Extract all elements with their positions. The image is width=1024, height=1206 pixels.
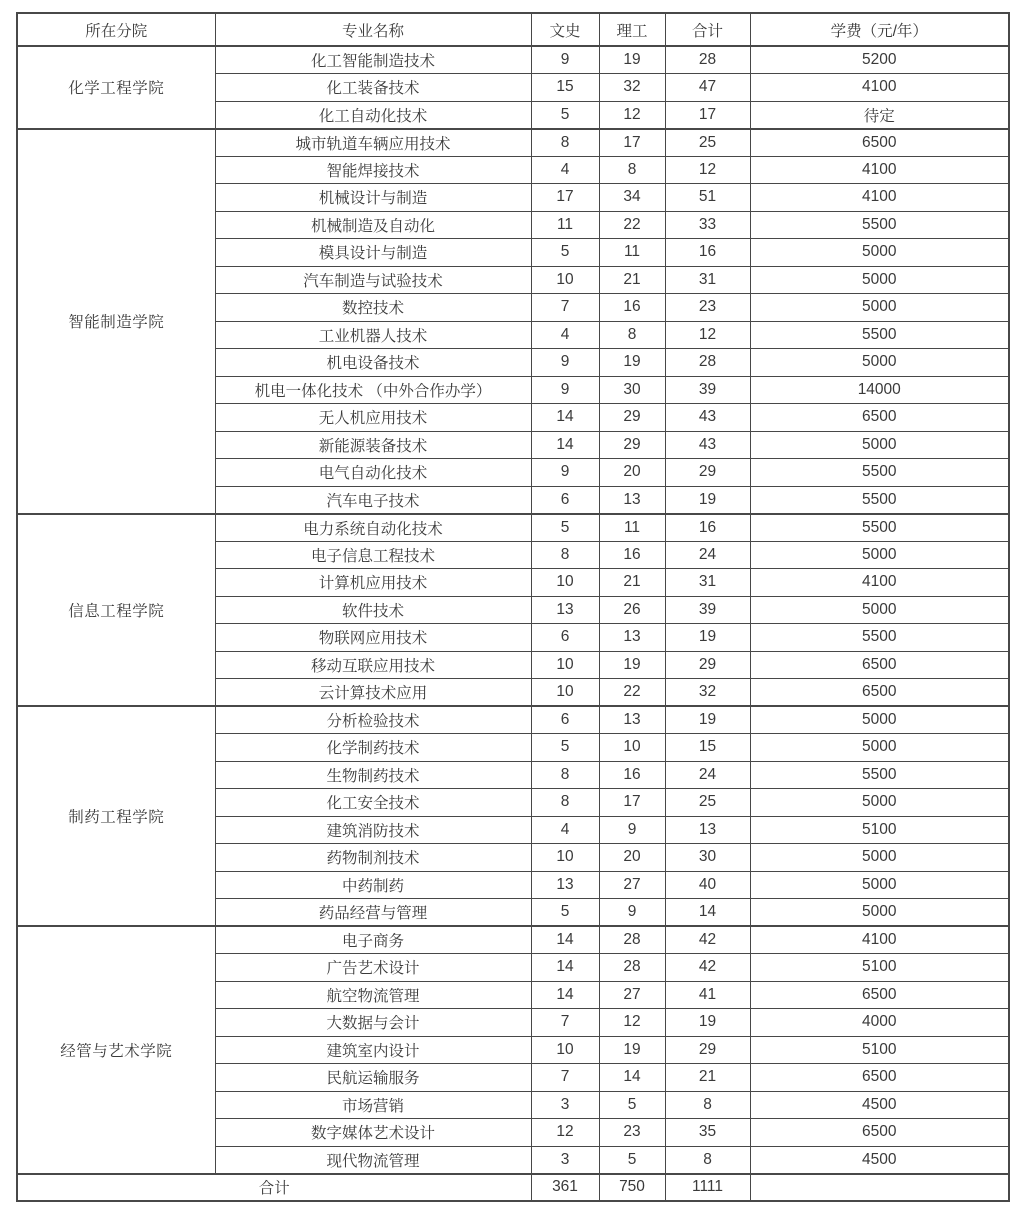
total-count-cell: 40 bbox=[665, 871, 750, 899]
total-count-cell: 19 bbox=[665, 486, 750, 514]
arts-count-cell: 14 bbox=[531, 404, 599, 432]
table-header bbox=[17, 13, 1009, 46]
enrollment-plan-table-wrap bbox=[16, 12, 1010, 1202]
major-cell: 机电一体化技术 （中外合作办学） bbox=[215, 376, 531, 404]
science-count-cell: 26 bbox=[599, 596, 665, 624]
science-count-cell: 17 bbox=[599, 789, 665, 817]
major-cell: 电气自动化技术 bbox=[215, 459, 531, 487]
total-count-cell: 28 bbox=[665, 46, 750, 74]
fee-cell: 6500 bbox=[750, 981, 1009, 1009]
fee-cell: 6500 bbox=[750, 651, 1009, 679]
total-count-cell: 14 bbox=[665, 899, 750, 927]
major-cell: 云计算技术应用 bbox=[215, 679, 531, 707]
college-cell: 经管与艺术学院 bbox=[17, 926, 215, 1174]
total-count-cell: 42 bbox=[665, 954, 750, 982]
fee-cell: 5500 bbox=[750, 761, 1009, 789]
header-arts: 文史 bbox=[531, 13, 599, 46]
fee-cell: 5000 bbox=[750, 294, 1009, 322]
major-cell: 药品经营与管理 bbox=[215, 899, 531, 927]
total-count-cell: 39 bbox=[665, 376, 750, 404]
total-count-cell: 29 bbox=[665, 1036, 750, 1064]
science-count-cell: 20 bbox=[599, 844, 665, 872]
major-cell: 移动互联应用技术 bbox=[215, 651, 531, 679]
header-major: 专业名称 bbox=[215, 13, 531, 46]
fee-cell: 5000 bbox=[750, 706, 1009, 734]
science-count-cell: 9 bbox=[599, 899, 665, 927]
science-count-cell: 19 bbox=[599, 1036, 665, 1064]
major-cell: 电力系统自动化技术 bbox=[215, 514, 531, 542]
total-row bbox=[17, 1174, 1009, 1202]
arts-count-cell: 4 bbox=[531, 816, 599, 844]
major-cell: 化工自动化技术 bbox=[215, 101, 531, 129]
total-count-cell: 19 bbox=[665, 624, 750, 652]
major-cell: 机械制造及自动化 bbox=[215, 211, 531, 239]
science-count-cell: 5 bbox=[599, 1146, 665, 1174]
total-count-cell: 43 bbox=[665, 404, 750, 432]
total-count-cell: 23 bbox=[665, 294, 750, 322]
fee-cell: 待定 bbox=[750, 101, 1009, 129]
science-count-cell: 9 bbox=[599, 816, 665, 844]
total-label-cell: 合计 bbox=[17, 1174, 531, 1202]
fee-cell: 5000 bbox=[750, 899, 1009, 927]
arts-count-cell: 5 bbox=[531, 239, 599, 267]
fee-cell: 5100 bbox=[750, 954, 1009, 982]
fee-cell: 5000 bbox=[750, 734, 1009, 762]
table-row bbox=[17, 514, 1009, 542]
table-row bbox=[17, 706, 1009, 734]
science-count-cell: 23 bbox=[599, 1119, 665, 1147]
table-footer bbox=[17, 1174, 1009, 1202]
major-cell: 软件技术 bbox=[215, 596, 531, 624]
science-count-cell: 28 bbox=[599, 926, 665, 954]
total-science-cell: 750 bbox=[599, 1174, 665, 1202]
fee-cell: 5000 bbox=[750, 239, 1009, 267]
arts-count-cell: 8 bbox=[531, 541, 599, 569]
total-count-cell: 24 bbox=[665, 761, 750, 789]
major-cell: 分析检验技术 bbox=[215, 706, 531, 734]
science-count-cell: 5 bbox=[599, 1091, 665, 1119]
total-count-cell: 1111 bbox=[665, 1174, 750, 1202]
science-count-cell: 29 bbox=[599, 404, 665, 432]
total-count-cell: 19 bbox=[665, 706, 750, 734]
total-arts-cell: 361 bbox=[531, 1174, 599, 1202]
total-count-cell: 35 bbox=[665, 1119, 750, 1147]
science-count-cell: 12 bbox=[599, 101, 665, 129]
major-cell: 机电设备技术 bbox=[215, 349, 531, 377]
science-count-cell: 19 bbox=[599, 651, 665, 679]
college-cell: 化学工程学院 bbox=[17, 46, 215, 129]
arts-count-cell: 9 bbox=[531, 376, 599, 404]
major-cell: 汽车电子技术 bbox=[215, 486, 531, 514]
fee-cell: 4100 bbox=[750, 74, 1009, 102]
science-count-cell: 13 bbox=[599, 624, 665, 652]
total-count-cell: 13 bbox=[665, 816, 750, 844]
fee-cell: 5200 bbox=[750, 46, 1009, 74]
fee-cell: 6500 bbox=[750, 679, 1009, 707]
fee-cell: 4100 bbox=[750, 184, 1009, 212]
college-cell: 信息工程学院 bbox=[17, 514, 215, 707]
fee-cell: 5500 bbox=[750, 459, 1009, 487]
fee-cell: 5000 bbox=[750, 789, 1009, 817]
major-cell: 化学制药技术 bbox=[215, 734, 531, 762]
arts-count-cell: 14 bbox=[531, 431, 599, 459]
arts-count-cell: 17 bbox=[531, 184, 599, 212]
fee-cell: 5000 bbox=[750, 349, 1009, 377]
major-cell: 广告艺术设计 bbox=[215, 954, 531, 982]
arts-count-cell: 8 bbox=[531, 129, 599, 157]
total-count-cell: 16 bbox=[665, 239, 750, 267]
major-cell: 化工装备技术 bbox=[215, 74, 531, 102]
fee-cell: 5500 bbox=[750, 211, 1009, 239]
science-count-cell: 22 bbox=[599, 211, 665, 239]
arts-count-cell: 5 bbox=[531, 101, 599, 129]
science-count-cell: 17 bbox=[599, 129, 665, 157]
major-cell: 市场营销 bbox=[215, 1091, 531, 1119]
fee-cell: 14000 bbox=[750, 376, 1009, 404]
major-cell: 生物制药技术 bbox=[215, 761, 531, 789]
fee-cell: 5000 bbox=[750, 596, 1009, 624]
science-count-cell: 8 bbox=[599, 321, 665, 349]
science-count-cell: 14 bbox=[599, 1064, 665, 1092]
total-count-cell: 19 bbox=[665, 1009, 750, 1037]
arts-count-cell: 9 bbox=[531, 349, 599, 377]
table-row bbox=[17, 926, 1009, 954]
total-count-cell: 51 bbox=[665, 184, 750, 212]
arts-count-cell: 11 bbox=[531, 211, 599, 239]
enrollment-plan-table bbox=[16, 12, 1010, 1202]
science-count-cell: 10 bbox=[599, 734, 665, 762]
science-count-cell: 27 bbox=[599, 871, 665, 899]
science-count-cell: 29 bbox=[599, 431, 665, 459]
total-count-cell: 47 bbox=[665, 74, 750, 102]
total-count-cell: 42 bbox=[665, 926, 750, 954]
science-count-cell: 16 bbox=[599, 541, 665, 569]
arts-count-cell: 3 bbox=[531, 1091, 599, 1119]
total-count-cell: 31 bbox=[665, 266, 750, 294]
science-count-cell: 12 bbox=[599, 1009, 665, 1037]
science-count-cell: 20 bbox=[599, 459, 665, 487]
arts-count-cell: 6 bbox=[531, 624, 599, 652]
fee-cell: 4500 bbox=[750, 1091, 1009, 1119]
fee-cell: 4100 bbox=[750, 569, 1009, 597]
science-count-cell: 28 bbox=[599, 954, 665, 982]
fee-cell: 5500 bbox=[750, 624, 1009, 652]
major-cell: 智能焊接技术 bbox=[215, 156, 531, 184]
fee-cell: 5500 bbox=[750, 486, 1009, 514]
major-cell: 数控技术 bbox=[215, 294, 531, 322]
college-cell: 智能制造学院 bbox=[17, 129, 215, 514]
fee-cell: 6500 bbox=[750, 129, 1009, 157]
major-cell: 汽车制造与试验技术 bbox=[215, 266, 531, 294]
total-count-cell: 12 bbox=[665, 156, 750, 184]
fee-cell: 5100 bbox=[750, 816, 1009, 844]
fee-cell: 5000 bbox=[750, 431, 1009, 459]
science-count-cell: 30 bbox=[599, 376, 665, 404]
total-fee-cell bbox=[750, 1174, 1009, 1202]
total-count-cell: 43 bbox=[665, 431, 750, 459]
total-count-cell: 30 bbox=[665, 844, 750, 872]
arts-count-cell: 10 bbox=[531, 679, 599, 707]
total-count-cell: 17 bbox=[665, 101, 750, 129]
arts-count-cell: 14 bbox=[531, 954, 599, 982]
total-count-cell: 21 bbox=[665, 1064, 750, 1092]
total-count-cell: 41 bbox=[665, 981, 750, 1009]
arts-count-cell: 12 bbox=[531, 1119, 599, 1147]
header-fee: 学费（元/年） bbox=[750, 13, 1009, 46]
science-count-cell: 19 bbox=[599, 349, 665, 377]
major-cell: 现代物流管理 bbox=[215, 1146, 531, 1174]
header-science: 理工 bbox=[599, 13, 665, 46]
total-count-cell: 28 bbox=[665, 349, 750, 377]
major-cell: 化工智能制造技术 bbox=[215, 46, 531, 74]
major-cell: 物联网应用技术 bbox=[215, 624, 531, 652]
total-count-cell: 25 bbox=[665, 129, 750, 157]
arts-count-cell: 7 bbox=[531, 294, 599, 322]
science-count-cell: 11 bbox=[599, 239, 665, 267]
header-total: 合计 bbox=[665, 13, 750, 46]
science-count-cell: 16 bbox=[599, 761, 665, 789]
major-cell: 药物制剂技术 bbox=[215, 844, 531, 872]
header-row bbox=[17, 13, 1009, 46]
major-cell: 数字媒体艺术设计 bbox=[215, 1119, 531, 1147]
major-cell: 无人机应用技术 bbox=[215, 404, 531, 432]
header-college: 所在分院 bbox=[17, 13, 215, 46]
total-count-cell: 32 bbox=[665, 679, 750, 707]
total-count-cell: 29 bbox=[665, 459, 750, 487]
arts-count-cell: 5 bbox=[531, 899, 599, 927]
science-count-cell: 11 bbox=[599, 514, 665, 542]
arts-count-cell: 6 bbox=[531, 486, 599, 514]
table-row bbox=[17, 129, 1009, 157]
fee-cell: 5500 bbox=[750, 514, 1009, 542]
arts-count-cell: 6 bbox=[531, 706, 599, 734]
arts-count-cell: 14 bbox=[531, 926, 599, 954]
major-cell: 民航运输服务 bbox=[215, 1064, 531, 1092]
total-count-cell: 8 bbox=[665, 1146, 750, 1174]
arts-count-cell: 10 bbox=[531, 1036, 599, 1064]
total-count-cell: 24 bbox=[665, 541, 750, 569]
total-count-cell: 12 bbox=[665, 321, 750, 349]
major-cell: 城市轨道车辆应用技术 bbox=[215, 129, 531, 157]
arts-count-cell: 3 bbox=[531, 1146, 599, 1174]
major-cell: 航空物流管理 bbox=[215, 981, 531, 1009]
major-cell: 中药制药 bbox=[215, 871, 531, 899]
major-cell: 新能源装备技术 bbox=[215, 431, 531, 459]
fee-cell: 5000 bbox=[750, 266, 1009, 294]
fee-cell: 6500 bbox=[750, 1064, 1009, 1092]
total-count-cell: 33 bbox=[665, 211, 750, 239]
college-cell: 制药工程学院 bbox=[17, 706, 215, 926]
table-body bbox=[17, 46, 1009, 1174]
major-cell: 建筑室内设计 bbox=[215, 1036, 531, 1064]
major-cell: 大数据与会计 bbox=[215, 1009, 531, 1037]
total-count-cell: 15 bbox=[665, 734, 750, 762]
arts-count-cell: 9 bbox=[531, 46, 599, 74]
major-cell: 电子信息工程技术 bbox=[215, 541, 531, 569]
arts-count-cell: 13 bbox=[531, 871, 599, 899]
science-count-cell: 22 bbox=[599, 679, 665, 707]
fee-cell: 5500 bbox=[750, 321, 1009, 349]
major-cell: 电子商务 bbox=[215, 926, 531, 954]
arts-count-cell: 15 bbox=[531, 74, 599, 102]
science-count-cell: 16 bbox=[599, 294, 665, 322]
arts-count-cell: 5 bbox=[531, 514, 599, 542]
total-count-cell: 25 bbox=[665, 789, 750, 817]
major-cell: 模具设计与制造 bbox=[215, 239, 531, 267]
arts-count-cell: 9 bbox=[531, 459, 599, 487]
arts-count-cell: 10 bbox=[531, 569, 599, 597]
arts-count-cell: 4 bbox=[531, 321, 599, 349]
fee-cell: 6500 bbox=[750, 404, 1009, 432]
arts-count-cell: 5 bbox=[531, 734, 599, 762]
science-count-cell: 19 bbox=[599, 46, 665, 74]
fee-cell: 5000 bbox=[750, 541, 1009, 569]
total-count-cell: 31 bbox=[665, 569, 750, 597]
science-count-cell: 8 bbox=[599, 156, 665, 184]
arts-count-cell: 10 bbox=[531, 266, 599, 294]
total-count-cell: 39 bbox=[665, 596, 750, 624]
arts-count-cell: 8 bbox=[531, 761, 599, 789]
total-count-cell: 16 bbox=[665, 514, 750, 542]
arts-count-cell: 10 bbox=[531, 844, 599, 872]
major-cell: 计算机应用技术 bbox=[215, 569, 531, 597]
science-count-cell: 27 bbox=[599, 981, 665, 1009]
science-count-cell: 34 bbox=[599, 184, 665, 212]
fee-cell: 5000 bbox=[750, 871, 1009, 899]
major-cell: 化工安全技术 bbox=[215, 789, 531, 817]
fee-cell: 5100 bbox=[750, 1036, 1009, 1064]
arts-count-cell: 10 bbox=[531, 651, 599, 679]
science-count-cell: 21 bbox=[599, 266, 665, 294]
fee-cell: 4000 bbox=[750, 1009, 1009, 1037]
fee-cell: 4500 bbox=[750, 1146, 1009, 1174]
total-count-cell: 29 bbox=[665, 651, 750, 679]
fee-cell: 5000 bbox=[750, 844, 1009, 872]
arts-count-cell: 7 bbox=[531, 1009, 599, 1037]
science-count-cell: 21 bbox=[599, 569, 665, 597]
fee-cell: 4100 bbox=[750, 926, 1009, 954]
fee-cell: 4100 bbox=[750, 156, 1009, 184]
major-cell: 建筑消防技术 bbox=[215, 816, 531, 844]
fee-cell: 6500 bbox=[750, 1119, 1009, 1147]
table-row bbox=[17, 46, 1009, 74]
total-count-cell: 8 bbox=[665, 1091, 750, 1119]
arts-count-cell: 4 bbox=[531, 156, 599, 184]
science-count-cell: 13 bbox=[599, 486, 665, 514]
science-count-cell: 13 bbox=[599, 706, 665, 734]
science-count-cell: 32 bbox=[599, 74, 665, 102]
arts-count-cell: 8 bbox=[531, 789, 599, 817]
arts-count-cell: 14 bbox=[531, 981, 599, 1009]
major-cell: 工业机器人技术 bbox=[215, 321, 531, 349]
major-cell: 机械设计与制造 bbox=[215, 184, 531, 212]
arts-count-cell: 7 bbox=[531, 1064, 599, 1092]
arts-count-cell: 13 bbox=[531, 596, 599, 624]
